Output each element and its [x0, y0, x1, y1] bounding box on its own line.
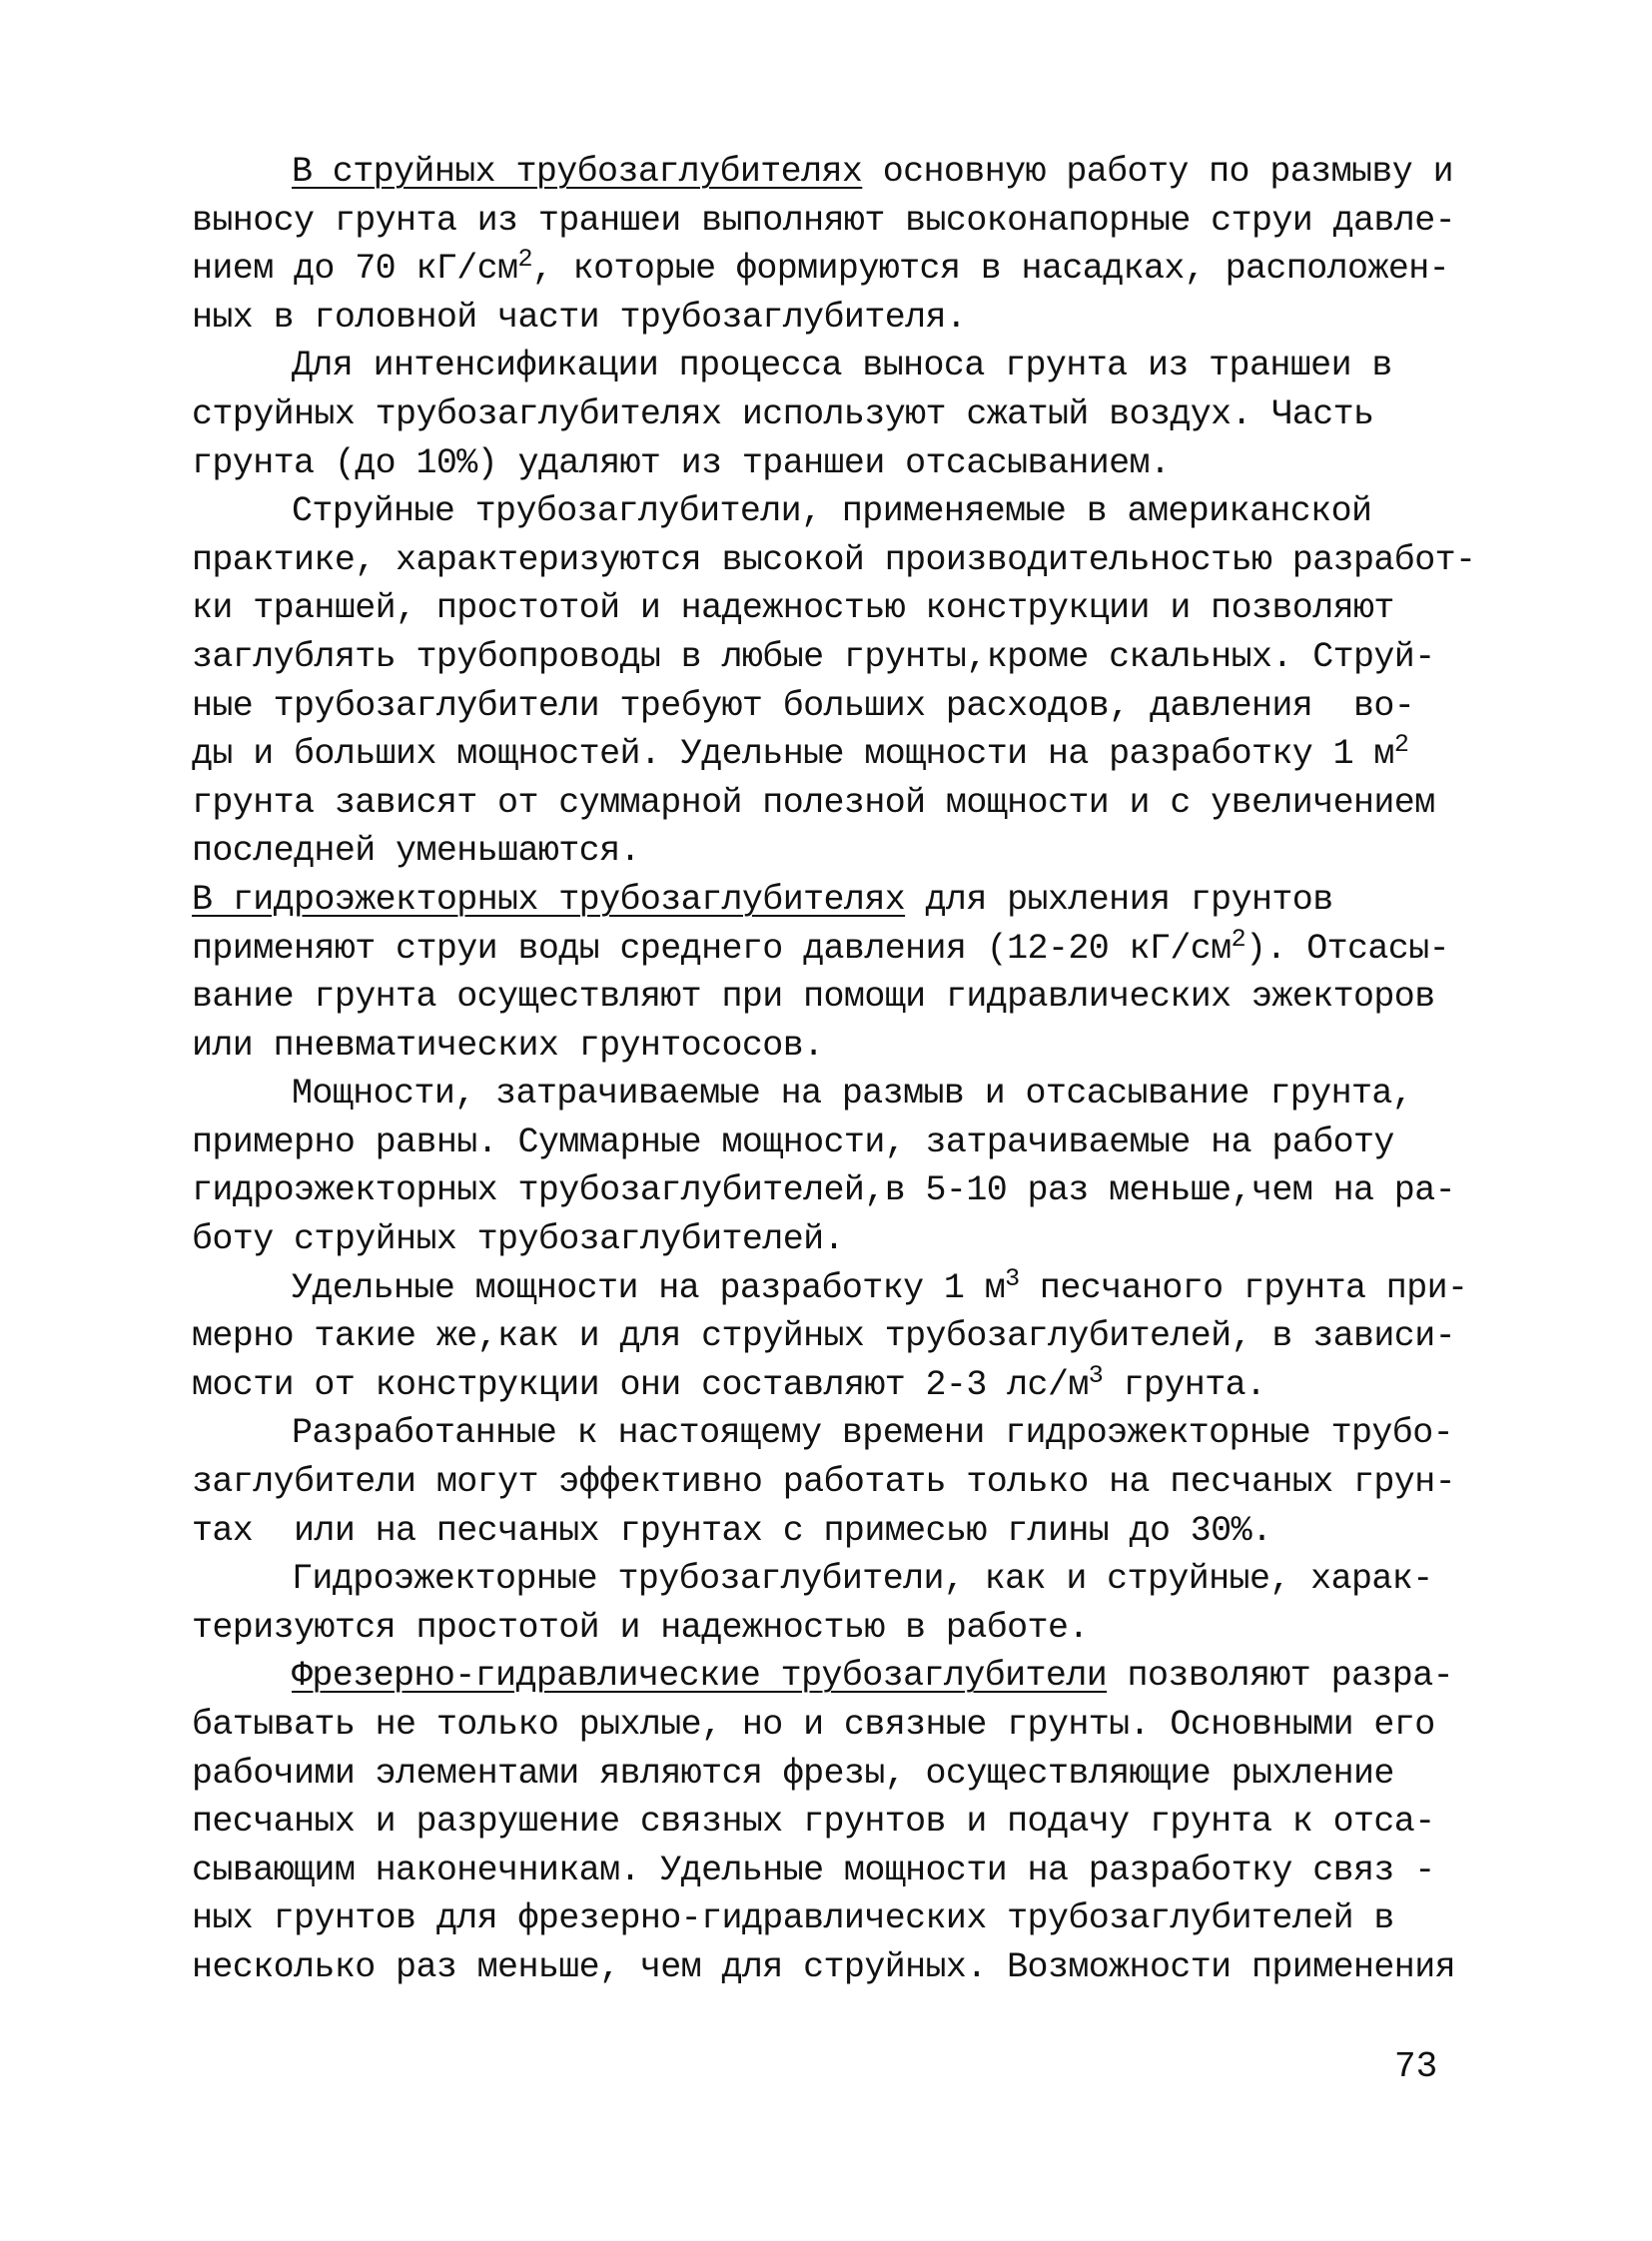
superscript: 2 [1231, 924, 1245, 954]
paragraph-text [192, 1263, 1468, 1410]
text-run: заглублять трубопроводы в любые грунты,кроме скальных. Струй- [192, 636, 1435, 677]
text-run: батывать не только рыхлые, но и связные грунты. Основными его [192, 1705, 1435, 1745]
superscript: 2 [517, 245, 532, 275]
paragraph [192, 342, 1450, 487]
text-run: Разработанные к настоящему времени гидроэжекторные трубо- [292, 1413, 1453, 1454]
paragraph [192, 876, 1450, 1070]
body-text [192, 148, 1476, 1992]
text-line [192, 633, 1450, 682]
text-run: рабочими элементами являются фрезы, осуществляющие рыхление [192, 1753, 1394, 1794]
text-run: ды и больших мощностей. Удельные мощности на разработку 1 м [192, 734, 1394, 775]
text-run: сывающим наконечникам. Удельные мощности на разработку связ - [192, 1850, 1435, 1890]
paragraph [192, 1409, 1456, 1555]
paragraph-text [192, 342, 1450, 487]
paragraph-text [192, 1070, 1456, 1263]
text-run: последней уменьшаются. [192, 831, 640, 872]
text-line [192, 1507, 1450, 1556]
text-run: Для интенсификации процесса выноса грунта из траншеи в [292, 346, 1392, 386]
paragraph-text [192, 487, 1476, 876]
text-line [192, 1215, 1450, 1264]
text-line [192, 1798, 1450, 1847]
text-run: нием до 70 кГ/см [192, 249, 518, 290]
text-line [192, 682, 1450, 731]
text-line [192, 779, 1450, 828]
text-line [192, 197, 1456, 246]
text-line [192, 294, 1450, 343]
paragraph [192, 487, 1476, 876]
text-line [192, 1894, 1450, 1943]
text-line [192, 245, 1450, 294]
text-run: , которые формируются в насадках, расположен- [531, 249, 1450, 290]
text-run: Струйные трубозаглубители, применяемые в американской [292, 491, 1372, 532]
paragraph-text [192, 148, 1456, 342]
text-run: вание грунта осуществляют при помощи гидравлических эжекторов [192, 977, 1435, 1018]
text-run: струйных трубозаглубителях используют сжатый воздух. Часть [192, 393, 1374, 434]
text-run: мости от конструкции они составляют 2-3 лс/м [192, 1364, 1089, 1405]
text-line [192, 584, 1450, 633]
text-line [192, 1750, 1450, 1799]
paragraph [192, 1652, 1456, 1991]
text-line [192, 1166, 1456, 1215]
text-run: Мощности, затрачиваемые на размыв и отсасывание грунта, [292, 1074, 1413, 1115]
text-run: применяют струи воды среднего давления (12-20 кГ/см [192, 928, 1232, 969]
text-line [192, 1701, 1450, 1750]
text-line [192, 1847, 1450, 1895]
text-line [192, 390, 1450, 439]
text-line [192, 1555, 1450, 1604]
text-run: мерно такие же,как и для струйных трубозаглубителей, в зависи- [192, 1316, 1456, 1357]
text-run: ных грунтов для фрезерно-гидравлических трубозаглубителей в [192, 1898, 1394, 1939]
text-line [192, 1458, 1456, 1507]
text-line [192, 487, 1450, 536]
text-line [192, 973, 1450, 1022]
text-run: ные трубозаглубители требуют больших расходов, давления во- [192, 685, 1415, 726]
paragraph-text [192, 1409, 1456, 1555]
text-line [192, 1943, 1456, 1992]
text-run: основную работу по размыву и [862, 152, 1453, 192]
text-run: песчаных и разрушение связных грунтов и подачу грунта к отса- [192, 1802, 1435, 1843]
text-line [192, 439, 1450, 488]
text-run: грунта. [1103, 1364, 1266, 1405]
paragraph [192, 1070, 1456, 1263]
text-line [192, 1263, 1468, 1313]
text-run: тах или на песчаных грунтах с примесью глины до 30%. [192, 1510, 1272, 1551]
paragraph [192, 148, 1456, 342]
text-line [192, 1604, 1450, 1653]
text-line [192, 1409, 1453, 1458]
text-run: боту струйных трубозаглубителей. [192, 1219, 844, 1260]
text-run: грунта зависят от суммарной полезной мощности и с увеличением [192, 782, 1435, 823]
text-line [192, 1312, 1456, 1361]
text-line [192, 730, 1450, 779]
text-run: или пневматических грунтососов. [192, 1025, 824, 1066]
text-run: теризуются простотой и надежностью в работе. [192, 1607, 1089, 1648]
text-run: ). Отсасы- [1244, 928, 1450, 969]
underlined-term: Фрезерно-гидравлические трубозаглубители [292, 1656, 1108, 1697]
paragraph [192, 1555, 1450, 1652]
text-run: Гидроэжекторные трубозаглубители, как и струйные, харак- [292, 1559, 1433, 1600]
superscript: 2 [1393, 730, 1409, 760]
text-run: для рыхления грунтов [905, 879, 1333, 920]
text-line [192, 1022, 1450, 1071]
text-line [192, 925, 1450, 974]
text-run: выносу грунта из траншеи выполняют высоконапорные струи давле- [192, 200, 1456, 241]
underlined-term: В гидроэжекторных трубозаглубителях [192, 879, 906, 920]
text-run: гидроэжекторных трубозаглубителей,в 5-10 раз меньше,чем на ра- [192, 1170, 1456, 1211]
superscript: 3 [1005, 1263, 1020, 1293]
text-run: ки траншей, простотой и надежностью конструкции и позволяют [192, 588, 1394, 629]
text-line [192, 342, 1450, 390]
superscript: 3 [1088, 1360, 1104, 1390]
text-run: песчаного грунта при- [1019, 1267, 1468, 1308]
text-line [192, 536, 1476, 585]
text-run: заглубители могут эффективно работать только на песчаных грун- [192, 1462, 1456, 1503]
text-run: ных в головной части трубозаглубителя. [192, 297, 967, 338]
page-number: 73 [1394, 2046, 1438, 2087]
text-line [192, 1070, 1450, 1119]
text-line [192, 827, 1450, 876]
paragraph-text [192, 1555, 1450, 1652]
text-run: несколько раз меньше, чем для струйных. Возможности применения [192, 1946, 1456, 1987]
paragraph-text [192, 1652, 1456, 1991]
text-line [192, 876, 1450, 925]
text-run: Удельные мощности на разработку 1 м [292, 1267, 1006, 1308]
text-line [192, 148, 1453, 197]
text-run: позволяют разра- [1107, 1656, 1453, 1697]
text-run: практике, характеризуются высокой производительностью разработ- [192, 539, 1476, 580]
paragraph [192, 1263, 1468, 1410]
paragraph-text [192, 876, 1450, 1070]
text-line [192, 1652, 1453, 1701]
text-run: грунта (до 10%) удаляют из траншеи отсасыванием. [192, 442, 1171, 483]
text-line [192, 1361, 1450, 1410]
underlined-term: В струйных трубозаглубителях [292, 152, 863, 192]
text-run: примерно равны. Суммарные мощности, затрачиваемые на работу [192, 1121, 1394, 1162]
text-line [192, 1119, 1450, 1167]
